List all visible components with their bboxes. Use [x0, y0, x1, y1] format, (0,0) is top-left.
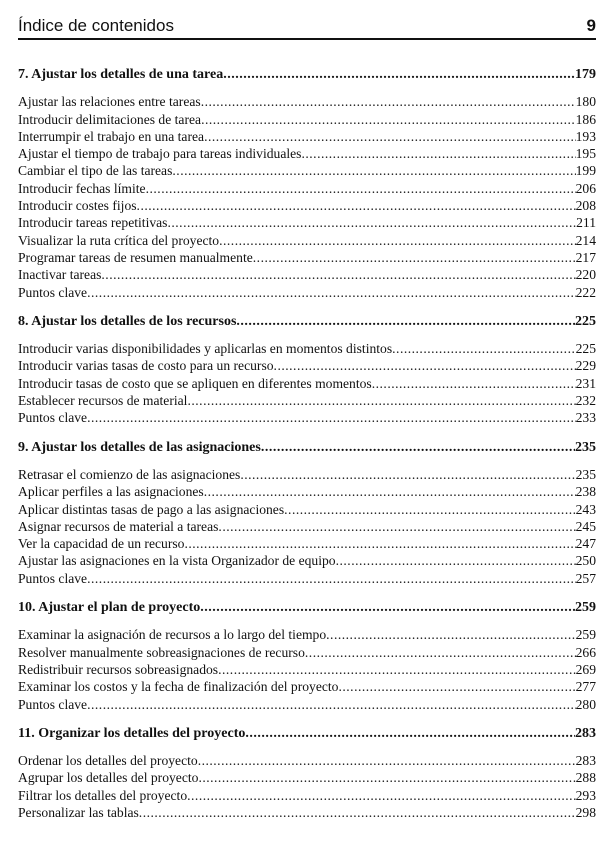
- dot-leader: [305, 644, 576, 661]
- running-header: [18, 14, 596, 40]
- toc-entry-page: 220: [575, 267, 596, 283]
- dot-leader: [236, 313, 575, 330]
- dot-leader: [336, 552, 576, 569]
- toc-entry-title: Ver la capacidad de un recurso: [18, 536, 185, 552]
- page-number: 9: [586, 16, 596, 35]
- toc-entry-title: Puntos clave: [18, 284, 88, 300]
- toc-entry-title: Ordenar los detalles del proyecto: [18, 753, 198, 769]
- chapter-heading-title: 9. Ajustar los detalles de las asignaciones: [18, 439, 261, 455]
- toc-entry: [18, 128, 596, 145]
- toc-entry-page: 231: [575, 375, 596, 391]
- chapter-heading-page: 179: [575, 67, 596, 82]
- chapter-heading-title: 10. Ajustar el plan de proyecto: [18, 600, 201, 616]
- toc-entry: [18, 111, 596, 128]
- dot-leader: [187, 392, 575, 409]
- chapter-heading-title: 7. Ajustar los detalles de una tarea: [18, 67, 224, 82]
- toc-entry-title: Introducir delimitaciones de tarea: [18, 111, 202, 127]
- toc-entry-page: 225: [575, 341, 596, 357]
- dot-leader: [261, 439, 575, 456]
- toc-entry-page: 266: [575, 644, 596, 660]
- dot-leader: [201, 111, 576, 128]
- chapter-heading-page: 259: [575, 600, 596, 616]
- toc-chapter: [18, 313, 596, 427]
- toc-entry-title: Ajustar las relaciones entre tareas: [18, 94, 201, 110]
- toc-entry-page: 238: [575, 484, 596, 500]
- dot-leader: [137, 197, 576, 214]
- toc-entry-title: Cambiar el tipo de las tareas: [18, 163, 173, 179]
- toc-entry-title: Aplicar distintas tasas de pago a las asignaciones: [18, 501, 285, 517]
- toc-entry: [18, 180, 596, 197]
- toc-entry: [18, 804, 596, 821]
- toc-entry-title: Agrupar los detalles del proyecto: [18, 770, 199, 786]
- dot-leader: [253, 249, 576, 266]
- toc-entry-title: Aplicar perfiles a las asignaciones: [18, 484, 204, 500]
- toc-entry-page: 217: [575, 249, 596, 265]
- toc-entry: [18, 466, 596, 483]
- toc-entry-page: 211: [576, 215, 596, 231]
- toc-entry-page: 235: [575, 466, 596, 482]
- toc-entry-page: 283: [575, 753, 596, 769]
- toc-entry-title: Introducir tasas de costo que se apliquen en diferentes momentos: [18, 375, 372, 391]
- toc-chapter: [18, 66, 596, 301]
- toc-entry-title: Puntos clave: [18, 696, 88, 712]
- toc-entry-page: 193: [575, 128, 596, 144]
- toc-entry-title: Examinar los costos y la fecha de finalización del proyecto: [18, 679, 339, 695]
- toc-entry: [18, 249, 596, 266]
- toc-entry: [18, 552, 596, 569]
- toc-entry: [18, 752, 596, 769]
- toc-entry: [18, 375, 596, 392]
- chapter-heading-page: 235: [575, 439, 596, 455]
- toc-entry-title: Interrumpir el trabajo en una tarea: [18, 128, 205, 144]
- toc-entry-page: 186: [575, 111, 596, 127]
- dot-leader: [198, 769, 575, 786]
- dot-leader: [139, 804, 576, 821]
- dot-leader: [198, 752, 576, 769]
- toc-entry: [18, 93, 596, 110]
- toc-entry-page: 233: [575, 410, 596, 426]
- dot-leader: [301, 145, 575, 162]
- toc-entry-title: Retrasar el comienzo de las asignaciones: [18, 466, 241, 482]
- dot-leader: [101, 266, 575, 283]
- dot-leader: [172, 162, 575, 179]
- toc-entry: [18, 266, 596, 283]
- toc-entry: [18, 483, 596, 500]
- toc-entry-page: 269: [575, 661, 596, 677]
- dot-leader: [87, 284, 576, 301]
- toc-entry-title: Personalizar las tablas: [18, 804, 139, 820]
- toc-entry: [18, 162, 596, 179]
- dot-leader: [274, 357, 576, 374]
- dot-leader: [338, 678, 575, 695]
- toc-entry-page: 195: [575, 146, 596, 162]
- dot-leader: [223, 66, 575, 83]
- toc-entry-page: 206: [575, 180, 596, 196]
- dot-leader: [87, 570, 576, 587]
- dot-leader: [245, 725, 575, 742]
- toc-entry: [18, 145, 596, 162]
- chapter-heading: [18, 66, 596, 83]
- toc-entry-page: 214: [575, 232, 596, 248]
- toc-entry-title: Visualizar la ruta crítica del proyecto: [18, 232, 220, 248]
- toc-entry: [18, 696, 596, 713]
- toc-entry-page: 277: [575, 679, 596, 695]
- toc-entry: [18, 769, 596, 786]
- toc-entry-title: Establecer recursos de material: [18, 393, 188, 409]
- dot-leader: [284, 501, 575, 518]
- chapter-heading-page: 225: [575, 313, 596, 329]
- dot-leader: [204, 128, 576, 145]
- toc-entry: [18, 197, 596, 214]
- toc-entry-page: 288: [575, 770, 596, 786]
- toc-entry-title: Introducir fechas límite: [18, 180, 146, 196]
- toc-entry-page: 257: [575, 570, 596, 586]
- dot-leader: [200, 599, 575, 616]
- toc-entry-title: Ajustar el tiempo de trabajo para tareas individuales: [18, 146, 302, 162]
- toc-entry: [18, 626, 596, 643]
- dot-leader: [204, 483, 576, 500]
- toc-entry-title: Introducir varias tasas de costo para un recurso: [18, 358, 274, 374]
- toc-entry-page: 243: [575, 501, 596, 517]
- toc-chapter: [18, 599, 596, 713]
- toc-entry-page: 298: [575, 804, 596, 820]
- toc-entry-title: Resolver manualmente sobreasignaciones de recurso: [18, 644, 305, 660]
- dot-leader: [372, 375, 576, 392]
- toc-entry-title: Programar tareas de resumen manualmente: [18, 249, 253, 265]
- toc-entry-title: Ajustar las asignaciones en la vista Organizador de equipo: [18, 553, 336, 569]
- dot-leader: [218, 518, 575, 535]
- chapter-heading: [18, 725, 596, 742]
- toc-entry: [18, 501, 596, 518]
- toc-entry: [18, 357, 596, 374]
- toc-entry-page: 180: [575, 94, 596, 110]
- toc-entry: [18, 535, 596, 552]
- table-of-contents: [18, 54, 596, 833]
- toc-entry: [18, 570, 596, 587]
- dot-leader: [187, 787, 575, 804]
- toc-entry-page: 247: [575, 536, 596, 552]
- toc-entry-title: Filtrar los detalles del proyecto: [18, 787, 188, 803]
- toc-entry-title: Redistribuir recursos sobreasignados: [18, 661, 219, 677]
- toc-chapter: [18, 725, 596, 821]
- dot-leader: [184, 535, 575, 552]
- toc-entry: [18, 518, 596, 535]
- toc-entry-page: 208: [575, 198, 596, 214]
- dot-leader: [201, 93, 576, 110]
- toc-entry: [18, 678, 596, 695]
- chapter-heading: [18, 599, 596, 616]
- toc-entry-title: Introducir costes fijos: [18, 198, 137, 214]
- toc-entry-page: 293: [575, 787, 596, 803]
- toc-entry-page: 222: [575, 284, 596, 300]
- toc-entry-page: 229: [575, 358, 596, 374]
- toc-chapter: [18, 439, 596, 587]
- toc-entry: [18, 409, 596, 426]
- toc-entry: [18, 340, 596, 357]
- chapter-heading-title: 11. Organizar los detalles del proyecto: [18, 725, 246, 741]
- chapter-heading-page: 283: [575, 725, 596, 741]
- toc-entry-title: Puntos clave: [18, 410, 88, 426]
- toc-entry-title: Introducir tareas repetitivas: [18, 215, 168, 231]
- dot-leader: [87, 696, 576, 713]
- toc-entry: [18, 661, 596, 678]
- toc-entry: [18, 214, 596, 231]
- toc-entry-page: 280: [575, 696, 596, 712]
- chapter-heading: [18, 313, 596, 330]
- toc-entry-title: Inactivar tareas: [18, 267, 102, 283]
- chapter-heading-title: 8. Ajustar los detalles de los recursos: [18, 313, 237, 329]
- dot-leader: [240, 466, 575, 483]
- dot-leader: [146, 180, 576, 197]
- dot-leader: [326, 626, 575, 643]
- toc-entry-page: 245: [575, 518, 596, 534]
- toc-entry: [18, 787, 596, 804]
- running-header-title: Índice de contenidos: [18, 16, 174, 35]
- toc-entry-title: Introducir varias disponibilidades y aplicarlas en momentos distintos: [18, 341, 393, 357]
- toc-entry: [18, 644, 596, 661]
- dot-leader: [167, 214, 576, 231]
- toc-entry-page: 199: [575, 163, 596, 179]
- dot-leader: [392, 340, 575, 357]
- toc-entry-page: 259: [575, 627, 596, 643]
- toc-entry-title: Examinar la asignación de recursos a lo largo del tiempo: [18, 627, 327, 643]
- toc-entry-title: Asignar recursos de material a tareas: [18, 518, 219, 534]
- toc-entry: [18, 284, 596, 301]
- dot-leader: [218, 661, 576, 678]
- chapter-heading: [18, 439, 596, 456]
- dot-leader: [219, 232, 576, 249]
- dot-leader: [87, 409, 576, 426]
- toc-entry-page: 232: [575, 393, 596, 409]
- toc-entry-title: Puntos clave: [18, 570, 88, 586]
- toc-entry-page: 250: [575, 553, 596, 569]
- toc-entry: [18, 232, 596, 249]
- toc-entry: [18, 392, 596, 409]
